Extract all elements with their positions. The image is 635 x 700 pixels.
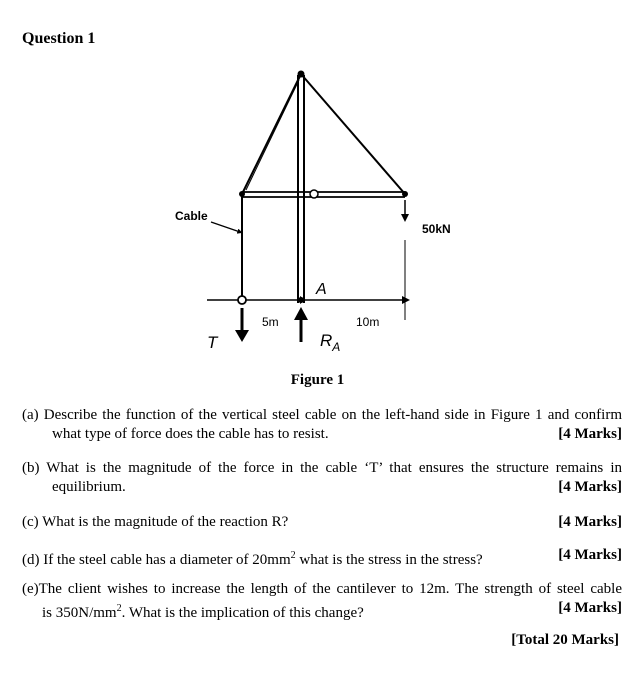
reaction-arrow (294, 307, 308, 342)
dim-right-label: 10m (356, 315, 380, 329)
total-marks: [Total 20 Marks] (511, 632, 619, 648)
question-a-line2: what type of force does the cable has to resist. (52, 426, 329, 442)
left-tie (242, 74, 301, 194)
reaction-subscript: A (332, 340, 341, 354)
reaction-label (320, 331, 340, 354)
question-d-text-sup: 2 (290, 550, 296, 561)
question-e-line2-sup: 2 (116, 603, 122, 614)
question-a-line1: (a) Describe the function of the vertical steel cable on the left-hand side in Figure 1 and confirm (22, 407, 622, 423)
question-e (22, 580, 622, 623)
cable-pointer-arrow (211, 222, 240, 232)
question-e-line2-pre: is 350N/mm (42, 605, 117, 621)
tension-arrow (235, 308, 249, 342)
dim-left-label: 5m (262, 315, 279, 329)
question-e-line2-post: . What is the implication of this change? (121, 605, 364, 621)
question-e-marks: [4 Marks] (558, 600, 622, 616)
question-b (22, 459, 622, 497)
tension-label: T (207, 333, 218, 352)
question-d (22, 546, 622, 570)
question-d-text-post: what is the stress in the stress? (295, 552, 483, 568)
question-title: Question 1 (22, 30, 96, 47)
question-e-line2 (42, 599, 364, 623)
load-arrow (401, 200, 409, 222)
cable-label: Cable (175, 209, 208, 223)
support-pin (298, 297, 304, 303)
beam (242, 192, 405, 197)
figure-caption: Figure 1 (290, 372, 345, 388)
reaction-letter: R (320, 331, 333, 350)
beam-hinge (310, 190, 318, 198)
beam-right-pin (402, 191, 408, 197)
question-d-text (22, 546, 483, 570)
question-b-marks: [4 Marks] (558, 479, 622, 495)
left-tie-inner (246, 80, 299, 190)
question-c-marks: [4 Marks] (558, 514, 622, 530)
question-c (22, 513, 622, 532)
question-e-line1: (e)The client wishes to increase the length of the cantilever to 12m. The strength of steel cable (22, 581, 622, 597)
question-d-marks: [4 Marks] (558, 547, 622, 563)
question-b-line1: (b) What is the magnitude of the force in the cable ‘T’ that ensures the structure remains in (22, 460, 622, 476)
question-b-line2: equilibrium. (52, 479, 126, 495)
question-a (22, 406, 622, 444)
mast (298, 75, 304, 303)
cable-end-pin (238, 296, 246, 304)
point-a-label: A (316, 281, 327, 298)
question-a-marks: [4 Marks] (558, 426, 622, 442)
load-label: 50kN (422, 222, 451, 236)
dimension-line (207, 240, 410, 320)
right-tie (301, 74, 405, 194)
question-d-text-pre: (d) If the steel cable has a diameter of 20mm (22, 552, 291, 568)
question-c-text: (c) What is the magnitude of the reaction R? (22, 514, 289, 530)
